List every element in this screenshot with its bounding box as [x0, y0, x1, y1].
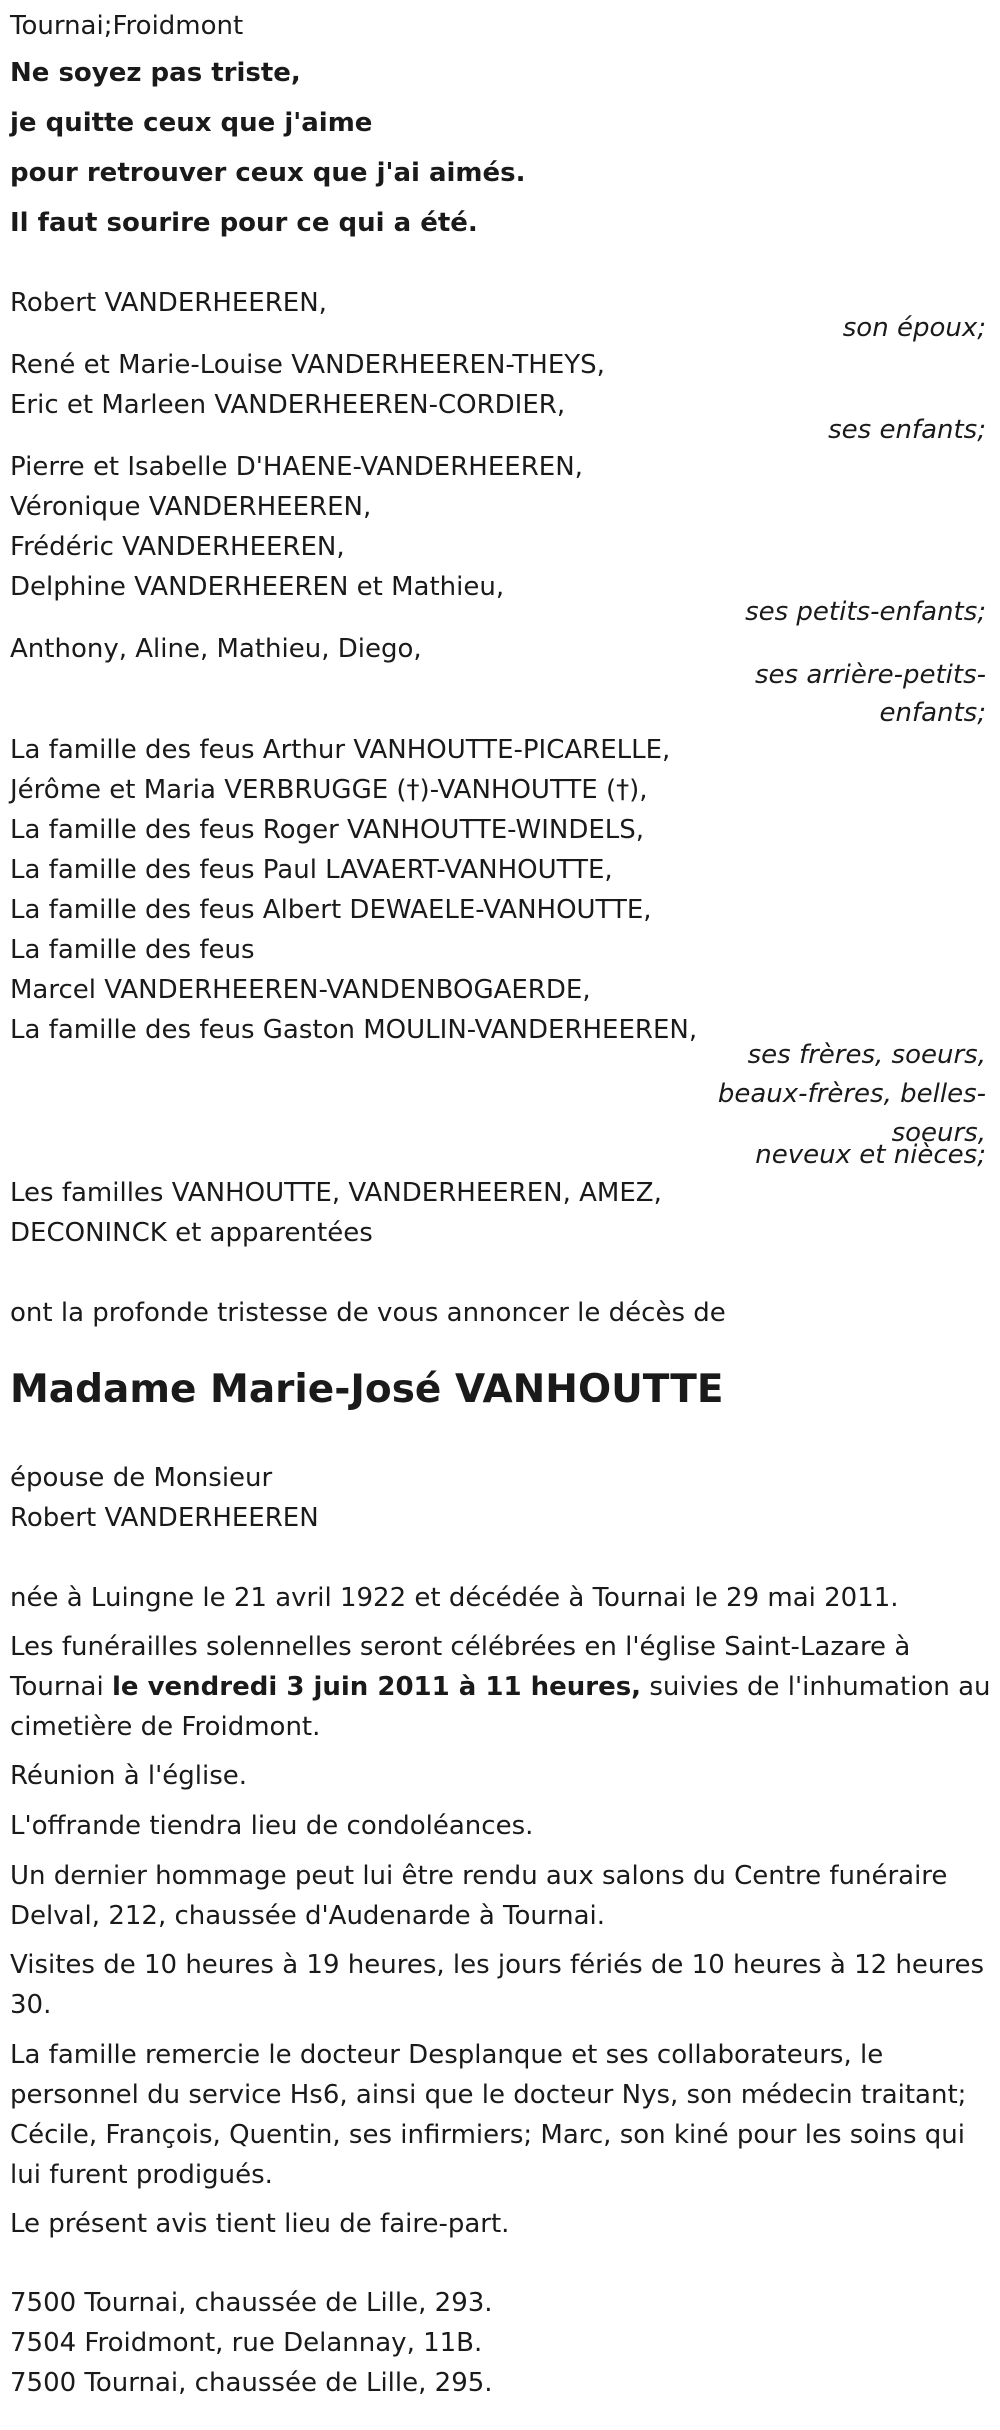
sibling-family: Marcel VANDERHEEREN-VANDENBOGAERDE, [10, 975, 591, 1005]
spouse-name: Robert VANDERHEEREN, [10, 288, 327, 318]
sibling-family: La famille des feus Paul LAVAERT-VANHOUTTE, [10, 855, 613, 885]
reunion: Réunion à l'église. [10, 1761, 248, 1791]
visits-line: Visites de 10 heures à 19 heures, les jours fériés de 10 heures à 12 heures [10, 1950, 985, 1980]
siblings-relation: neveux et nièces; [755, 1140, 986, 1170]
child-name: Eric et Marleen VANDERHEEREN-CORDIER, [10, 390, 566, 420]
great-grandchildren-relation: enfants; [879, 698, 986, 728]
address-line: 7500 Tournai, chaussée de Lille, 293. [10, 2288, 493, 2318]
offering: L'offrande tiendra lieu de condoléances. [10, 1811, 534, 1841]
sibling-family: La famille des feus Albert DEWAELE-VANHOUTTE, [10, 895, 652, 925]
funeral-line: Les funérailles solennelles seront célébrées en l'église Saint-Lazare à [10, 1632, 911, 1662]
announcement: ont la profonde tristesse de vous annoncer le décès de [10, 1298, 726, 1328]
thanks-line: lui furent prodigués. [10, 2160, 273, 2190]
grandchild-name: Frédéric VANDERHEEREN, [10, 532, 345, 562]
sibling-family: La famille des feus Roger VANHOUTTE-WINDELS, [10, 815, 645, 845]
grandchild-name: Véronique VANDERHEEREN, [10, 492, 372, 522]
families-line: DECONINCK et apparentées [10, 1218, 373, 1248]
notice: Le présent avis tient lieu de faire-part. [10, 2209, 510, 2239]
poem-line: Il faut sourire pour ce qui a été. [10, 208, 478, 238]
sibling-family: La famille des feus [10, 935, 255, 965]
grandchildren-relation: ses petits-enfants; [745, 597, 986, 627]
great-grandchildren-relation: ses arrière-petits- [755, 660, 986, 690]
great-grandchildren-names: Anthony, Aline, Mathieu, Diego, [10, 634, 422, 664]
address-line: 7504 Froidmont, rue Delannay, 11B. [10, 2328, 483, 2358]
siblings-relation: ses frères, soeurs, [747, 1040, 986, 1070]
tribute-line: Delval, 212, chaussée d'Audenarde à Tournai. [10, 1901, 606, 1931]
tribute-line: Un dernier hommage peut lui être rendu aux salons du Centre funéraire [10, 1861, 948, 1891]
funeral-line-text: suivies de l'inhumation au [641, 1672, 991, 1702]
thanks-line: La famille remercie le docteur Desplanque et ses collaborateurs, le [10, 2040, 884, 2070]
address-line: 7500 Tournai, chaussée de Lille, 295. [10, 2368, 493, 2398]
spouse-of-line: épouse de Monsieur [10, 1463, 273, 1493]
grandchild-name: Delphine VANDERHEEREN et Mathieu, [10, 572, 505, 602]
funeral-line [10, 1667, 991, 1707]
thanks-line: Cécile, François, Quentin, ses infirmiers; Marc, son kiné pour les soins qui [10, 2120, 965, 2150]
siblings-relation: beaux-frères, belles- [717, 1079, 986, 1109]
funeral-date: le vendredi 3 juin 2011 à 11 heures, [111, 1672, 642, 1702]
location-header: Tournai;Froidmont [10, 11, 244, 41]
deceased-name: Madame Marie-José VANHOUTTE [10, 1367, 724, 1412]
sibling-family: Jérôme et Maria VERBRUGGE (†)-VANHOUTTE (†), [10, 775, 648, 805]
spouse-relation: son époux; [842, 313, 986, 343]
children-relation: ses enfants; [828, 415, 986, 445]
poem-line: Ne soyez pas triste, [10, 58, 301, 88]
funeral-line-text: Tournai [10, 1672, 112, 1702]
sibling-family: La famille des feus Arthur VANHOUTTE-PICARELLE, [10, 735, 671, 765]
poem-line: pour retrouver ceux que j'ai aimés. [10, 158, 526, 188]
families-line: Les familles VANHOUTTE, VANDERHEEREN, AMEZ, [10, 1178, 662, 1208]
visits-line: 30. [10, 1990, 52, 2020]
birth-death: née à Luingne le 21 avril 1922 et décédée à Tournai le 29 mai 2011. [10, 1583, 899, 1613]
child-name: René et Marie-Louise VANDERHEEREN-THEYS, [10, 350, 605, 380]
funeral-line: cimetière de Froidmont. [10, 1712, 321, 1742]
poem-line: je quitte ceux que j'aime [10, 108, 373, 138]
grandchild-name: Pierre et Isabelle D'HAENE-VANDERHEEREN, [10, 452, 583, 482]
thanks-line: personnel du service Hs6, ainsi que le docteur Nys, son médecin traitant; [10, 2080, 967, 2110]
sibling-family: La famille des feus Gaston MOULIN-VANDERHEEREN, [10, 1015, 698, 1045]
siblings-relation: soeurs, [891, 1118, 986, 1148]
spouse-of-line: Robert VANDERHEEREN [10, 1503, 319, 1533]
